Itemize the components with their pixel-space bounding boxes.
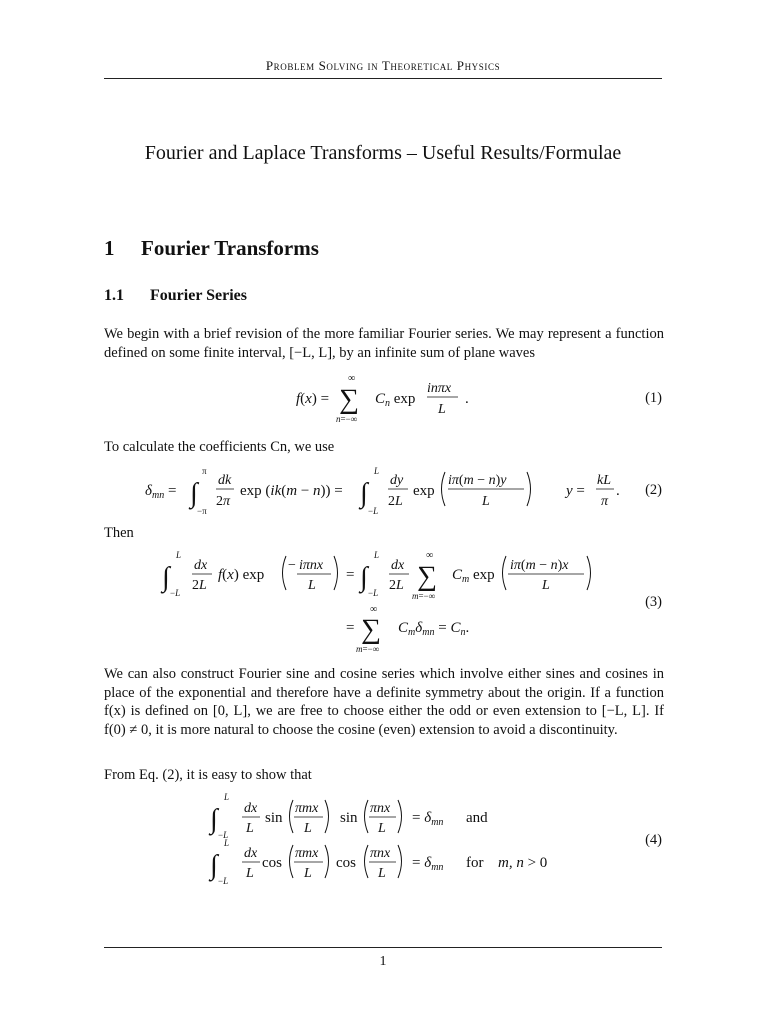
svg-text:−L: −L: [368, 588, 379, 598]
svg-text:iπnx: iπnx: [299, 558, 324, 573]
subsection-title: Fourier Series: [150, 287, 248, 304]
svg-text:πmx: πmx: [295, 846, 319, 861]
paragraph-coefficients: To calculate the coefficients Cn, we use: [104, 439, 335, 455]
page-number: 1: [379, 954, 387, 969]
svg-text:sin: sin: [340, 810, 358, 826]
svg-text:inπx: inπx: [427, 381, 452, 396]
svg-text:=: =: [346, 567, 355, 583]
svg-text:Cm exp: $C_m$ exp: [452, 567, 495, 585]
document-title: Fourier and Laplace Transforms – Useful Results/Formulae: [144, 142, 622, 164]
equation-4: [208, 790, 568, 890]
svg-text:π: π: [601, 494, 609, 509]
svg-text:dk: dk: [218, 473, 232, 488]
svg-text:L: L: [482, 494, 490, 509]
svg-text:∞: ∞: [426, 550, 434, 561]
svg-text:dx: dx: [194, 558, 208, 573]
subsection-heading: [104, 287, 247, 305]
equation-number-1: (1): [645, 390, 662, 406]
svg-text:−L: −L: [218, 876, 229, 886]
svg-text:iπ(m − n)y: iπ(m − n)y: [448, 473, 507, 488]
svg-text:kL: kL: [597, 473, 611, 488]
svg-text:L: L: [304, 866, 312, 881]
svg-text:∞: ∞: [370, 604, 378, 615]
svg-text:L: L: [246, 866, 254, 881]
svg-text:−: −: [288, 558, 296, 573]
svg-text:Cmδmn = Cn.: $C_m\delta_{mn} = C_n$.: [398, 620, 470, 638]
svg-text:= δmn: = $\delta_{mn}$: [412, 855, 444, 873]
svg-text:m=−∞: m=−∞: [356, 644, 380, 654]
svg-text:dx: dx: [244, 846, 258, 861]
svg-text:2L: 2L: [389, 578, 404, 593]
svg-text:m=−∞: m=−∞: [412, 591, 436, 601]
paragraph-then: Then: [104, 525, 134, 541]
svg-text:Cn exp: $C_n$ exp: [375, 391, 416, 409]
svg-text:f(x) exp: f(x) exp: [218, 567, 265, 583]
svg-text:∑: ∑: [339, 384, 359, 415]
equation-3: [160, 548, 610, 656]
svg-text:L: L: [308, 578, 316, 593]
svg-text:dy: dy: [390, 473, 404, 488]
svg-text:−L: −L: [368, 506, 379, 516]
equation-1: [290, 372, 480, 426]
svg-text:πmx: πmx: [295, 801, 319, 816]
section-heading: [104, 236, 319, 261]
svg-text:.: .: [616, 483, 620, 499]
equation-number-2: (2): [645, 482, 662, 498]
svg-text:L: L: [224, 792, 230, 802]
footer-rule: [104, 947, 662, 948]
svg-text:−π: −π: [197, 506, 207, 516]
svg-text:L: L: [374, 466, 380, 476]
svg-text:L: L: [374, 550, 380, 560]
svg-text:L: L: [176, 550, 182, 560]
paragraph-intro: We begin with a brief revision of the more familiar Fourier series. We may represent a function defined on some finite interval, [−L, L], by an infinite sum of plane waves: [104, 326, 664, 361]
svg-text:dx: dx: [391, 558, 405, 573]
svg-text:exp: exp: [413, 483, 435, 499]
svg-text:for: for: [466, 855, 484, 871]
svg-text:=: =: [346, 620, 355, 636]
svg-text:∑: ∑: [361, 614, 381, 645]
svg-text:L: L: [542, 578, 550, 593]
paragraph-from-eq2: From Eq. (2), it is easy to show that: [104, 767, 312, 783]
svg-text:2L: 2L: [192, 578, 207, 593]
svg-text:= δmn: = $\delta_{mn}$: [412, 810, 444, 828]
svg-text:δmn =: $\delta_{mn}$ =: [145, 483, 177, 501]
svg-text:∫: ∫: [210, 850, 218, 881]
svg-text:y =: y =: [566, 483, 585, 499]
svg-text:sin: sin: [265, 810, 283, 826]
svg-text:∫: ∫: [360, 478, 368, 509]
svg-text:∫: ∫: [210, 804, 218, 835]
svg-text:π: π: [202, 466, 207, 476]
svg-text:L: L: [378, 866, 386, 881]
svg-text:L: L: [378, 821, 386, 836]
svg-text:L: L: [246, 821, 254, 836]
paragraph-sine-cosine: We can also construct Fourier sine and cosine series which involve either sines and cosines in place of the exponential and therefore have a definite symmetry about the origin. If a function f(x) is defined on [0, L], we are free to choose either the odd or even extension to [−L, L]. If f(0) ≠ 0, it is more natural to choose the cosine (even) extension to avoid a discontinuity.: [104, 666, 664, 738]
svg-text:iπ(m − n)x: iπ(m − n)x: [510, 558, 569, 573]
svg-text:f(x) =: f(x) =: [296, 391, 330, 407]
svg-text:−L: −L: [170, 588, 181, 598]
svg-text:m, n > 0: m, n > 0: [498, 855, 548, 871]
svg-text:L: L: [224, 838, 230, 848]
svg-text:.: .: [465, 391, 469, 407]
svg-text:L: L: [438, 402, 446, 417]
section-number: 1: [104, 236, 115, 260]
svg-text:L: L: [304, 821, 312, 836]
svg-text:and: and: [466, 810, 488, 826]
equation-number-4: (4): [645, 832, 662, 848]
svg-text:2L: 2L: [388, 494, 403, 509]
svg-text:2π: 2π: [216, 494, 231, 509]
subsection-number: 1.1: [104, 287, 124, 304]
running-head: Problem Solving in Theoretical Physics: [265, 58, 501, 73]
section-title: Fourier Transforms: [141, 236, 319, 260]
equation-number-3: (3): [645, 594, 662, 610]
svg-text:−L: −L: [218, 830, 229, 840]
svg-text:∫: ∫: [162, 562, 170, 593]
svg-text:∫: ∫: [190, 478, 198, 509]
svg-text:∞: ∞: [348, 373, 356, 384]
svg-text:cos: cos: [336, 855, 356, 871]
svg-text:cos: cos: [262, 855, 282, 871]
svg-text:dx: dx: [244, 801, 258, 816]
svg-text:πnx: πnx: [370, 846, 391, 861]
svg-text:∑: ∑: [417, 561, 437, 592]
svg-text:exp (ik(m − n)) =: exp (ik(m − n)) =: [240, 483, 343, 499]
svg-text:∫: ∫: [360, 562, 368, 593]
header-rule: [104, 78, 662, 79]
equation-2: [140, 464, 640, 516]
svg-text:πnx: πnx: [370, 801, 391, 816]
svg-text:n=−∞: n=−∞: [336, 414, 358, 424]
